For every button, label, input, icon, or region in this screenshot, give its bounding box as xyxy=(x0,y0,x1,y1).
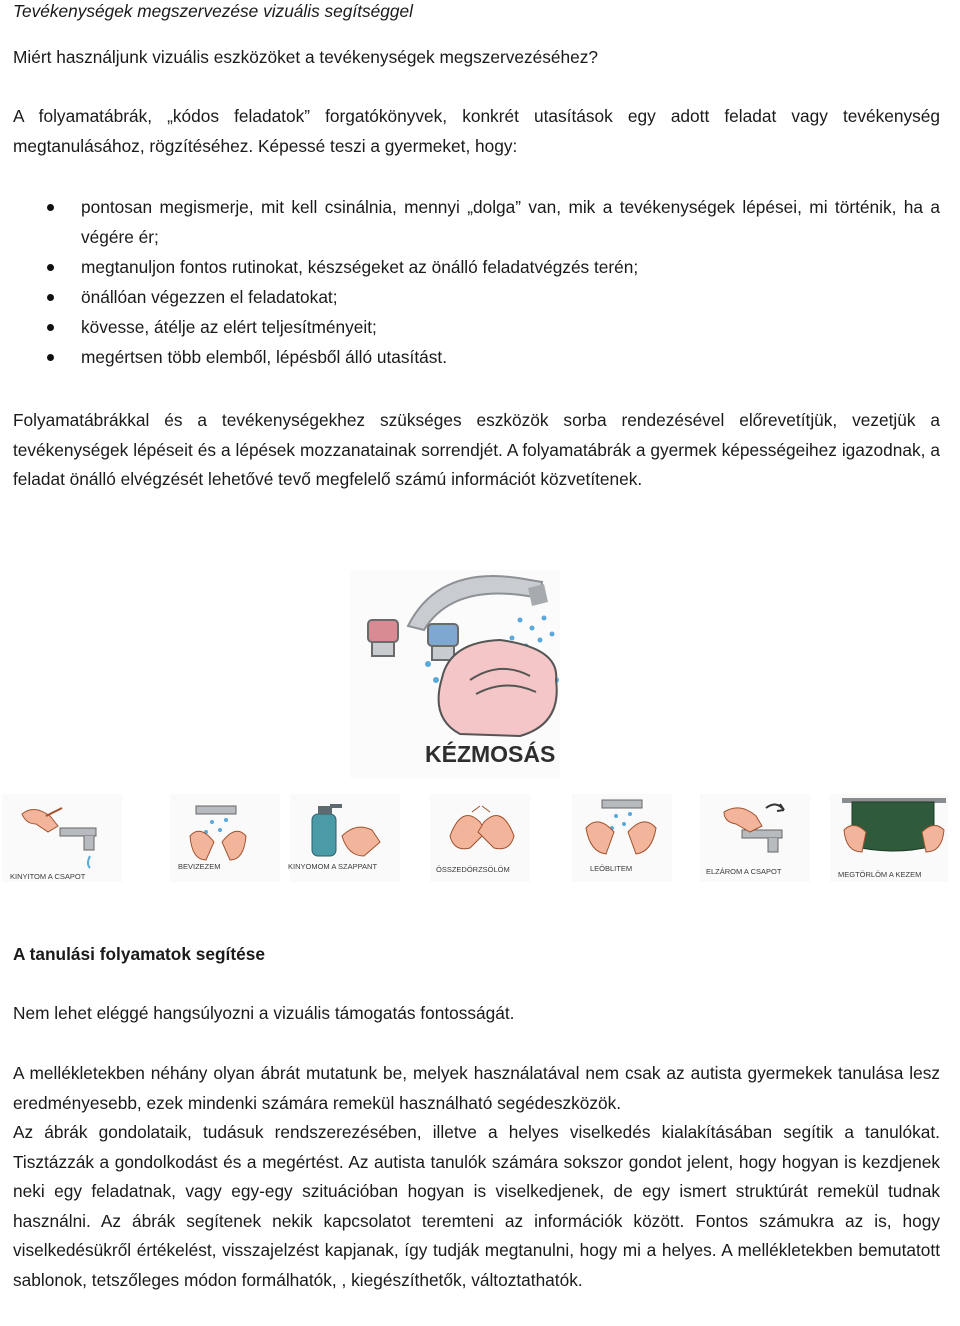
bullet-icon xyxy=(47,354,54,361)
handwashing-figure xyxy=(0,568,960,884)
question-line: Miért használjunk vizuális eszközöket a tevékenységek megszervezéséhez? xyxy=(13,47,598,67)
bullet-icon xyxy=(47,294,54,301)
diagrams-paragraph: Az ábrák gondolataik, tudásuk rendszerezésében, illetve a helyes viselkedés kialakításában segítik a tanulókat. Tisztázzák a gondolkodást és a megértést. Az autista tanulók számára sokszor gondot jelent, hogy hogyan is kezdjenek neki egy feladatnak, vagy egy-egy szituációban hogyan is viselkedjenek, de egy ismert struktúrát remekül tudnak használni. Az ábrák segítenek nekik kapcsolatot teremteni az információk között. Fontos számukra az is, hogy viselkedésükről értékelést, visszajelzést kapjanak, így tudják megtanulni, hogy mi a helyes. A mellékletekben bemutatott sablonok, tetszőleges módon formálhatók, , kiegészíthetők, változtathatók. xyxy=(13,1122,940,1290)
step-label: KINYITOM A CSAPOT xyxy=(10,872,86,881)
list-item: pontosan megismerje, mit kell csinálnia, mennyi „dolga” van, mik a tevékenységek lépései, mi történik, ha a végére ér; xyxy=(0,192,940,252)
process-paragraph: Folyamatábrákkal és a tevékenységekhez szükséges eszközök sorba rendezésével előrevetítjük, vezetjük a tevékenységek lépéseit és a lépések mozzanatainak sorrendjét. A folyamatábrák a gyermek képességeihez igazodnak, a feladat önálló elvégzését lehetővé tevő megfelelő számú információt közvetítenek. xyxy=(13,410,940,490)
emphasis-paragraph: Nem lehet eléggé hangsúlyozni a vizuális támogatás fontosságát. xyxy=(13,1003,515,1023)
step-label: ELZÁROM A CSAPOT xyxy=(706,867,782,876)
bullet-icon xyxy=(47,324,54,331)
list-item: megértsen több elemből, lépésből álló utasítást. xyxy=(0,342,940,372)
benefit-list xyxy=(0,192,940,372)
towel-icon xyxy=(842,798,946,852)
bullet-icon xyxy=(47,264,54,271)
step-label: KINYOMOM A SZAPPANT xyxy=(288,862,378,871)
step-3-card xyxy=(288,794,400,882)
list-item: megtanuljon fontos rutinokat, készségeket az önálló feladatvégzés terén; xyxy=(0,252,940,282)
step-6-card xyxy=(700,794,810,882)
document-title: Tevékenységek megszervezése vizuális segítséggel xyxy=(13,1,413,21)
figure-main-label: KÉZMOSÁS xyxy=(425,741,556,767)
attachments-paragraph: A mellékletekben néhány olyan ábrát mutatunk be, melyek használatával nem csak az autista gyermekek tanulása lesz eredményesebb, ezek mindenki számára remekül használható segédeszközök. xyxy=(13,1063,940,1113)
bullet-icon xyxy=(47,204,54,211)
step-7-card xyxy=(830,794,948,882)
step-1-card xyxy=(2,794,122,882)
list-item: kövesse, átélje az elért teljesítményeit; xyxy=(0,312,940,342)
handwashing-main-illustration xyxy=(350,570,560,778)
step-label: BEVIZEZEM xyxy=(178,862,221,871)
section-heading: A tanulási folyamatok segítése xyxy=(13,944,265,964)
step-4-card xyxy=(430,794,530,882)
step-5-card xyxy=(572,794,672,882)
step-2-card xyxy=(170,794,280,882)
step-label: MEGTÖRLÖM A KEZEM xyxy=(838,870,922,879)
list-item: önállóan végezzen el feladatokat; xyxy=(0,282,940,312)
intro-paragraph: A folyamatábrák, „kódos feladatok” forgatókönyvek, konkrét utasítások egy adott feladat vagy tevékenység megtanulásához, rögzítéséhez. Képessé teszi a gyermeket, hogy: xyxy=(13,106,940,156)
step-label: ÖSSZEDÖRZSÖLÖM xyxy=(436,865,510,874)
step-label: LEÖBLITEM xyxy=(590,864,633,873)
